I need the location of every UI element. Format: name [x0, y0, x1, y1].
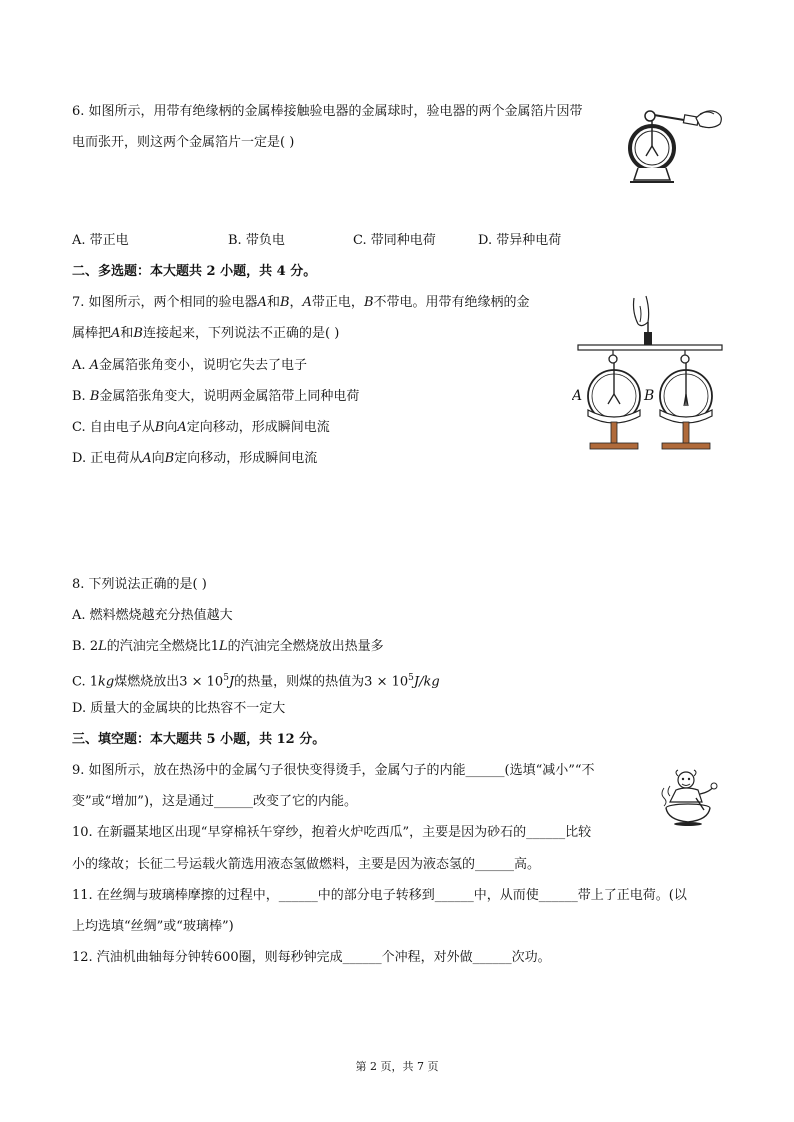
q8-option-d: D. 质量大的金属块的比热容不一定大 — [72, 701, 286, 716]
q7-figure-label-b: B — [644, 388, 655, 404]
q9-hot-soup-figure — [656, 768, 722, 826]
q8-option-c: C. 1kg煤燃烧放出$3 \times 10^5J$的热量，则煤的热值为$3 \times 10^5J/kg$ — [72, 673, 440, 690]
q7-stem-line2: 属棒把A和B连接起来，下列说法不正确的是( ) — [72, 326, 340, 341]
q6-option-b: B. 带负电 — [228, 233, 285, 248]
q8-option-b: B. 2L的汽油完全燃烧比1L的汽油完全燃烧放出热量多 — [72, 639, 384, 654]
q7-option-c: C. 自由电子从B向A定向移动，形成瞬间电流 — [72, 420, 330, 435]
q11-stem-line1: 11. 在丝绸与玻璃棒摩擦的过程中，______中的部分电子转移到______中，从而使______带上了正电荷。(以 — [72, 888, 687, 903]
q6-option-d: D. 带异种电荷 — [478, 233, 562, 248]
q7-option-a: A. A金属箔张角变小，说明它失去了电子 — [72, 358, 308, 373]
q8-option-a: A. 燃料燃烧越充分热值越大 — [72, 608, 233, 623]
q6-electroscope-figure — [624, 100, 728, 192]
q7-option-b: B. B金属箔张角变大，说明两金属箔带上同种电荷 — [72, 389, 360, 404]
q9-stem-line1: 9. 如图所示，放在热汤中的金属勺子很快变得烫手，金属勺子的内能______(选填“减小”“不 — [72, 763, 595, 778]
page-footer: 第 2 页，共 7 页 — [355, 1060, 439, 1073]
q7-figure-label-a: A — [572, 388, 583, 404]
q10-stem-line2: 小的缘故；长征二号运载火箭选用液态氢做燃料，主要是因为液态氢的______高。 — [72, 857, 541, 872]
q7-stem-line1: 7. 如图所示，两个相同的验电器A和B，A带正电，B不带电。用带有绝缘柄的金 — [72, 295, 530, 310]
q8-stem: 8. 下列说法正确的是( ) — [72, 577, 207, 592]
q6-option-a: A. 带正电 — [72, 233, 129, 248]
q11-stem-line2: 上均选填“丝绸”或“玻璃棒”) — [72, 919, 234, 934]
q7-two-electroscopes-figure — [572, 292, 728, 454]
q9-stem-line2: 变”或“增加”)，这是通过______改变了它的内能。 — [72, 794, 358, 809]
q6-stem-line1: 6. 如图所示，用带有绝缘柄的金属棒接触验电器的金属球时，验电器的两个金属箔片因带 — [72, 104, 583, 119]
section2-heading: 二、多选题：本大题共 2 小题，共 4 分。 — [72, 264, 317, 279]
q12-stem: 12. 汽油机曲轴每分钟转600圈，则每秒钟完成______个冲程，对外做______次功。 — [72, 950, 551, 965]
q6-stem-line2: 电而张开，则这两个金属箔片一定是( ) — [72, 135, 295, 150]
q7-option-d: D. 正电荷从A向B定向移动，形成瞬间电流 — [72, 451, 318, 466]
section3-heading: 三、填空题：本大题共 5 小题，共 12 分。 — [72, 732, 326, 747]
q10-stem-line1: 10. 在新疆某地区出现“早穿棉袄午穿纱，抱着火炉吃西瓜”，主要是因为砂石的______比较 — [72, 825, 592, 840]
q6-option-c: C. 带同种电荷 — [353, 233, 436, 248]
